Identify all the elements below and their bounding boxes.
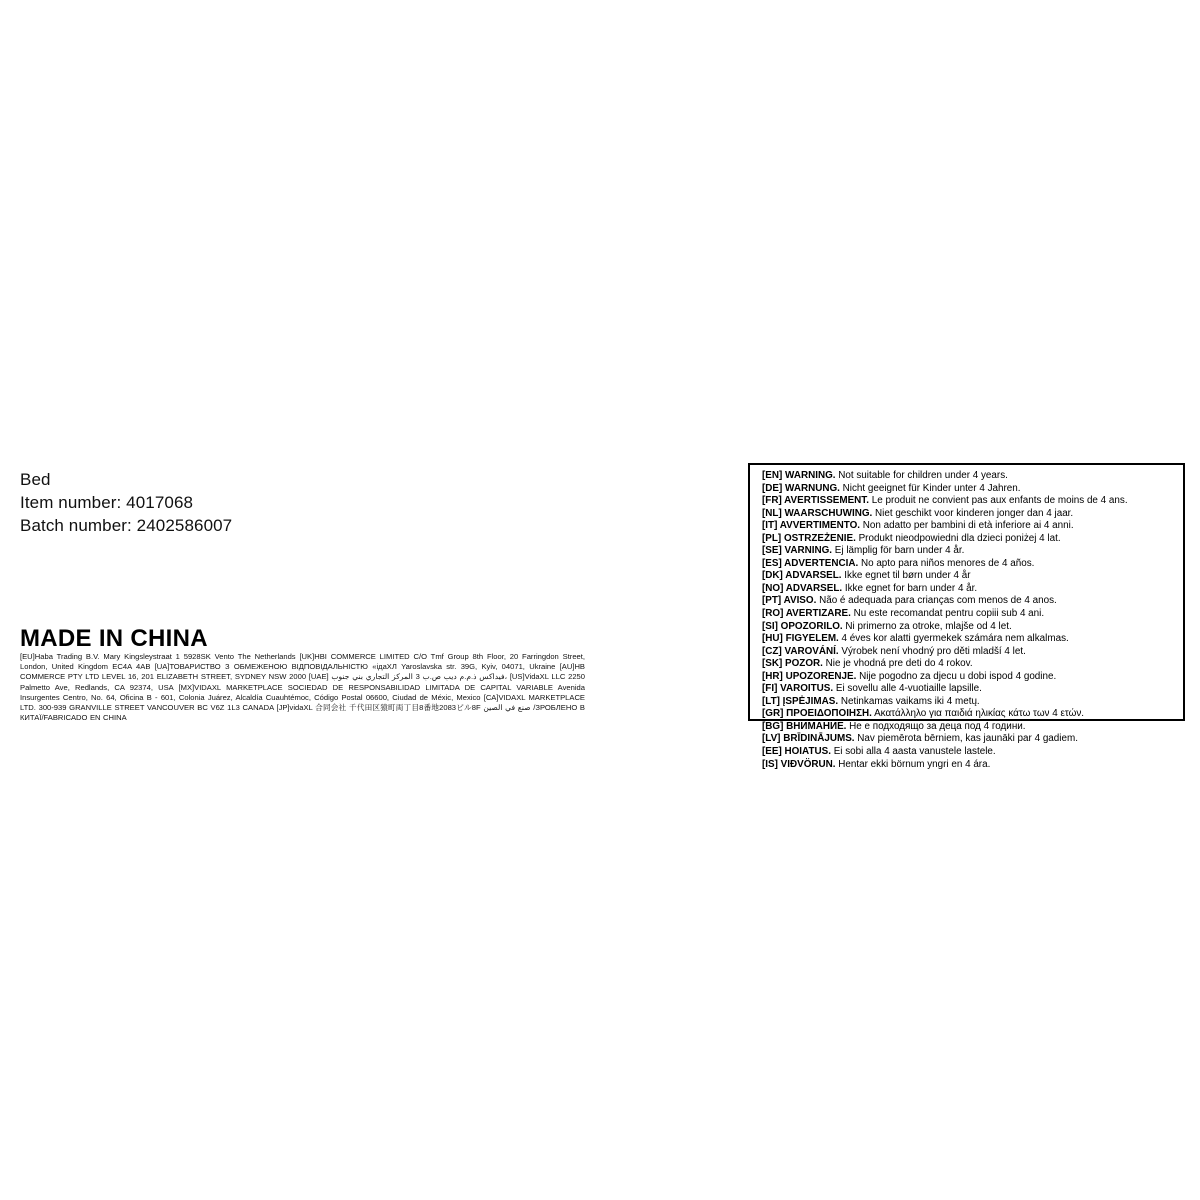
warning-language-code: [HR]: [762, 670, 783, 682]
warning-keyword: UPOZORENJE.: [782, 670, 857, 682]
warning-language-code: [ES]: [762, 557, 782, 569]
warning-keyword: BRĪDINĀJUMS.: [780, 733, 855, 745]
warning-language-code: [EE]: [762, 746, 782, 758]
warning-keyword: ADVARSEL.: [783, 582, 843, 594]
warning-list-item: [762, 646, 1176, 659]
warning-text: Ei sovellu alle 4-vuotiaille lapsille.: [833, 683, 982, 695]
warning-language-code: [FR]: [762, 495, 782, 507]
warning-language-code: [DK]: [762, 570, 783, 582]
warning-language-code: [DE]: [762, 482, 783, 494]
warning-keyword: ВНИМАНИЕ.: [783, 720, 847, 732]
warning-text: Nije pogodno za djecu u dobi ispod 4 godine.: [856, 670, 1057, 682]
warning-language-code: [GR]: [762, 708, 784, 720]
warning-text: Ikke egnet for barn under 4 år.: [842, 582, 978, 594]
warning-keyword: OSTRZEŻENIE.: [781, 532, 856, 544]
warning-list-item: [762, 733, 1176, 746]
warning-list-item: [762, 520, 1176, 533]
legal-paragraph: [EU]Haba Trading B.V. Mary Kingsleystraat 1 5928SK Vento The Netherlands [UK]HBI COMMERCE LIMITED C/O Tmf Group 8th Floor, 20 Farringdon Street, London, United Kingdom EC4A 4AB [UA]ТОВАРИСТВО З ОБМЕЖЕНОЮ ВІДПОВІДАЛЬНІСТЮ «ідаХЛ Yaroslavska str. 39G, Kyiv, 04071, Ukraine [AU]HB COMMERCE PTY LTD LEVEL 16, 201 ELIZABETH STREET, SYDNEY NSW 2000 [UAE] فيداكس ذ.م.م ديب ص.ب 3 المركز التجاري بني جنوب، [US]VidaXL LLC 2250 Palmetto Ave, Redlands, CA 92374, USA [MX]VIDAXL MARKETPLACE SOCIEDAD DE RESPONSABILIDAD LIMITADA DE CAPITAL VARIABLE Avenida Insurgentes Centro, No. 64, Oficina B - 601, Colonia Juárez, Alcaldía Cuauhtémoc, Código Postal 06600, Ciudad de Méxic, Mexico [CA]VIDAXL MARKETPLACE LTD. 300-939 GRANVILLE STREET VANCOUVER BC V6Z 1L3 CANADA [JP]vidaXL 合同会社 千代田区猿町両丁目8番地2083ビル8F صنع في الصين /ЗРОБЛЕНО В КИТАЇ/FABRICADO EN CHINA: [20, 652, 586, 723]
warning-text: Nu este recomandat pentru copiii sub 4 ani.: [850, 608, 1045, 620]
warning-text: Nicht geeignet für Kinder unter 4 Jahren.: [839, 482, 1021, 494]
warning-text: Ni primerno za otroke, mlajše od 4 let.: [842, 620, 1012, 632]
warning-language-code: [EN]: [762, 470, 783, 481]
warning-text: No apto para niños menores de 4 años.: [858, 557, 1035, 569]
warning-keyword: VIÐVÖRUN.: [777, 758, 836, 770]
warning-text: 4 éves kor alatti gyermekek számára nem alkalmas.: [838, 633, 1069, 645]
warning-keyword: AVISO.: [781, 595, 817, 607]
warning-language-code: [SE]: [762, 545, 782, 557]
warning-language-code: [RO]: [762, 608, 784, 620]
product-info-block: [20, 468, 580, 537]
warning-list-item: [762, 633, 1176, 646]
warning-list-item: [762, 595, 1176, 608]
warning-keyword: ĮSPĖJIMAS.: [779, 695, 839, 707]
warning-keyword: VAROITUS.: [777, 683, 834, 695]
warning-keyword: WAARSCHUWING.: [781, 507, 873, 519]
warning-keyword: ΠΡΟΕΙΔΟΠΟΙΗΣΗ.: [783, 708, 872, 720]
warning-language-code: [HU]: [762, 633, 783, 645]
warning-list: [762, 470, 1176, 771]
warning-list-item: [762, 708, 1176, 721]
warning-list-item: [762, 746, 1176, 759]
warning-text: Ej lämplig för barn under 4 år.: [832, 545, 965, 557]
warning-language-code: [IS]: [762, 758, 778, 770]
warning-list-item: [762, 470, 1176, 483]
warning-text: Ακατάλληλο για παιδιά ηλικίας κάτω των 4 ετών.: [871, 708, 1084, 720]
warning-text: Не е подходящо за деца под 4 години.: [846, 720, 1026, 732]
warning-list-item: [762, 658, 1176, 671]
product-name: Bed: [20, 470, 51, 489]
warning-text: Ei sobi alla 4 aasta vanustele lastele.: [830, 746, 996, 758]
warning-language-code: [LV]: [762, 733, 781, 745]
item-number: Item number: 4017068: [20, 493, 194, 512]
warning-text: Ikke egnet til børn under 4 år: [841, 570, 971, 582]
warning-keyword: ADVERTENCIA.: [781, 557, 859, 569]
warning-keyword: AVERTISSEMENT.: [781, 495, 869, 507]
warning-text: Produkt nieodpowiedni dla dzieci poniżej 4 lat.: [855, 532, 1061, 544]
warning-language-code: [SK]: [762, 658, 783, 670]
warning-text: Nie je vhodná pre deti do 4 rokov.: [822, 658, 973, 670]
warning-language-code: [BG]: [762, 720, 784, 732]
warning-list-item: [762, 508, 1176, 521]
warning-language-code: [LT]: [762, 695, 780, 707]
warning-language-code: [NL]: [762, 507, 782, 519]
batch-number: Batch number: 2402586007: [20, 516, 233, 535]
warning-text: Výrobek není vhodný pro děti mladší 4 let.: [838, 645, 1026, 657]
warning-text: Nav piemērota bērniem, kas jaunāki par 4 gadiem.: [854, 733, 1078, 745]
warning-language-code: [SI]: [762, 620, 778, 632]
warning-keyword: HOIATUS.: [781, 746, 831, 758]
warning-list-item: [762, 696, 1176, 709]
warning-text: Le produit ne convient pas aux enfants de moins de 4 ans.: [869, 495, 1128, 507]
warning-text: Hentar ekki börnum yngri en 4 ára.: [835, 758, 991, 770]
warning-list-item: [762, 495, 1176, 508]
warning-keyword: VARNING.: [781, 545, 833, 557]
warning-list-item: [762, 721, 1176, 734]
warning-keyword: VAROVÁNÍ.: [781, 645, 839, 657]
warning-list-item: [762, 583, 1176, 596]
warning-text: Não é adequada para crianças com menos de 4 anos.: [816, 595, 1057, 607]
multilingual-warning-box: [748, 463, 1185, 770]
warning-list-item: [762, 759, 1176, 772]
warning-list-item: [762, 683, 1176, 696]
warning-text: Non adatto per bambini di età inferiore ai 4 anni.: [860, 520, 1074, 532]
warning-list-item: [762, 621, 1176, 634]
warning-language-code: [IT]: [762, 520, 778, 532]
warning-language-code: [NO]: [762, 582, 784, 594]
warning-list-item: [762, 558, 1176, 571]
warning-text: Not suitable for children under 4 years.: [835, 470, 1008, 481]
warning-list-item: [762, 671, 1176, 684]
warning-keyword: ADVARSEL.: [782, 570, 842, 582]
warning-language-code: [PT]: [762, 595, 782, 607]
warning-keyword: OPOZORILO.: [777, 620, 843, 632]
warning-list-item: [762, 483, 1176, 496]
warning-list-item: [762, 533, 1176, 546]
warning-keyword: POZOR.: [782, 658, 823, 670]
warning-text: Netinkamas vaikams iki 4 metų.: [838, 695, 980, 707]
warning-keyword: AVERTIZARE.: [783, 608, 851, 620]
warning-keyword: WARNING.: [782, 470, 836, 481]
warning-keyword: WARNUNG.: [782, 482, 840, 494]
warning-language-code: [CZ]: [762, 645, 782, 657]
warning-list-item: [762, 570, 1176, 583]
country-of-origin-heading: MADE IN CHINA: [20, 625, 208, 652]
warning-language-code: [PL]: [762, 532, 782, 544]
warning-list-item: [762, 608, 1176, 621]
warning-keyword: AVVERTIMENTO.: [777, 520, 861, 532]
warning-list-item: [762, 545, 1176, 558]
warning-text: Niet geschikt voor kinderen jonger dan 4 jaar.: [872, 507, 1074, 519]
warning-keyword: FIGYELEM.: [782, 633, 839, 645]
warning-language-code: [FI]: [762, 683, 778, 695]
legal-address-fineprint: [20, 652, 585, 723]
